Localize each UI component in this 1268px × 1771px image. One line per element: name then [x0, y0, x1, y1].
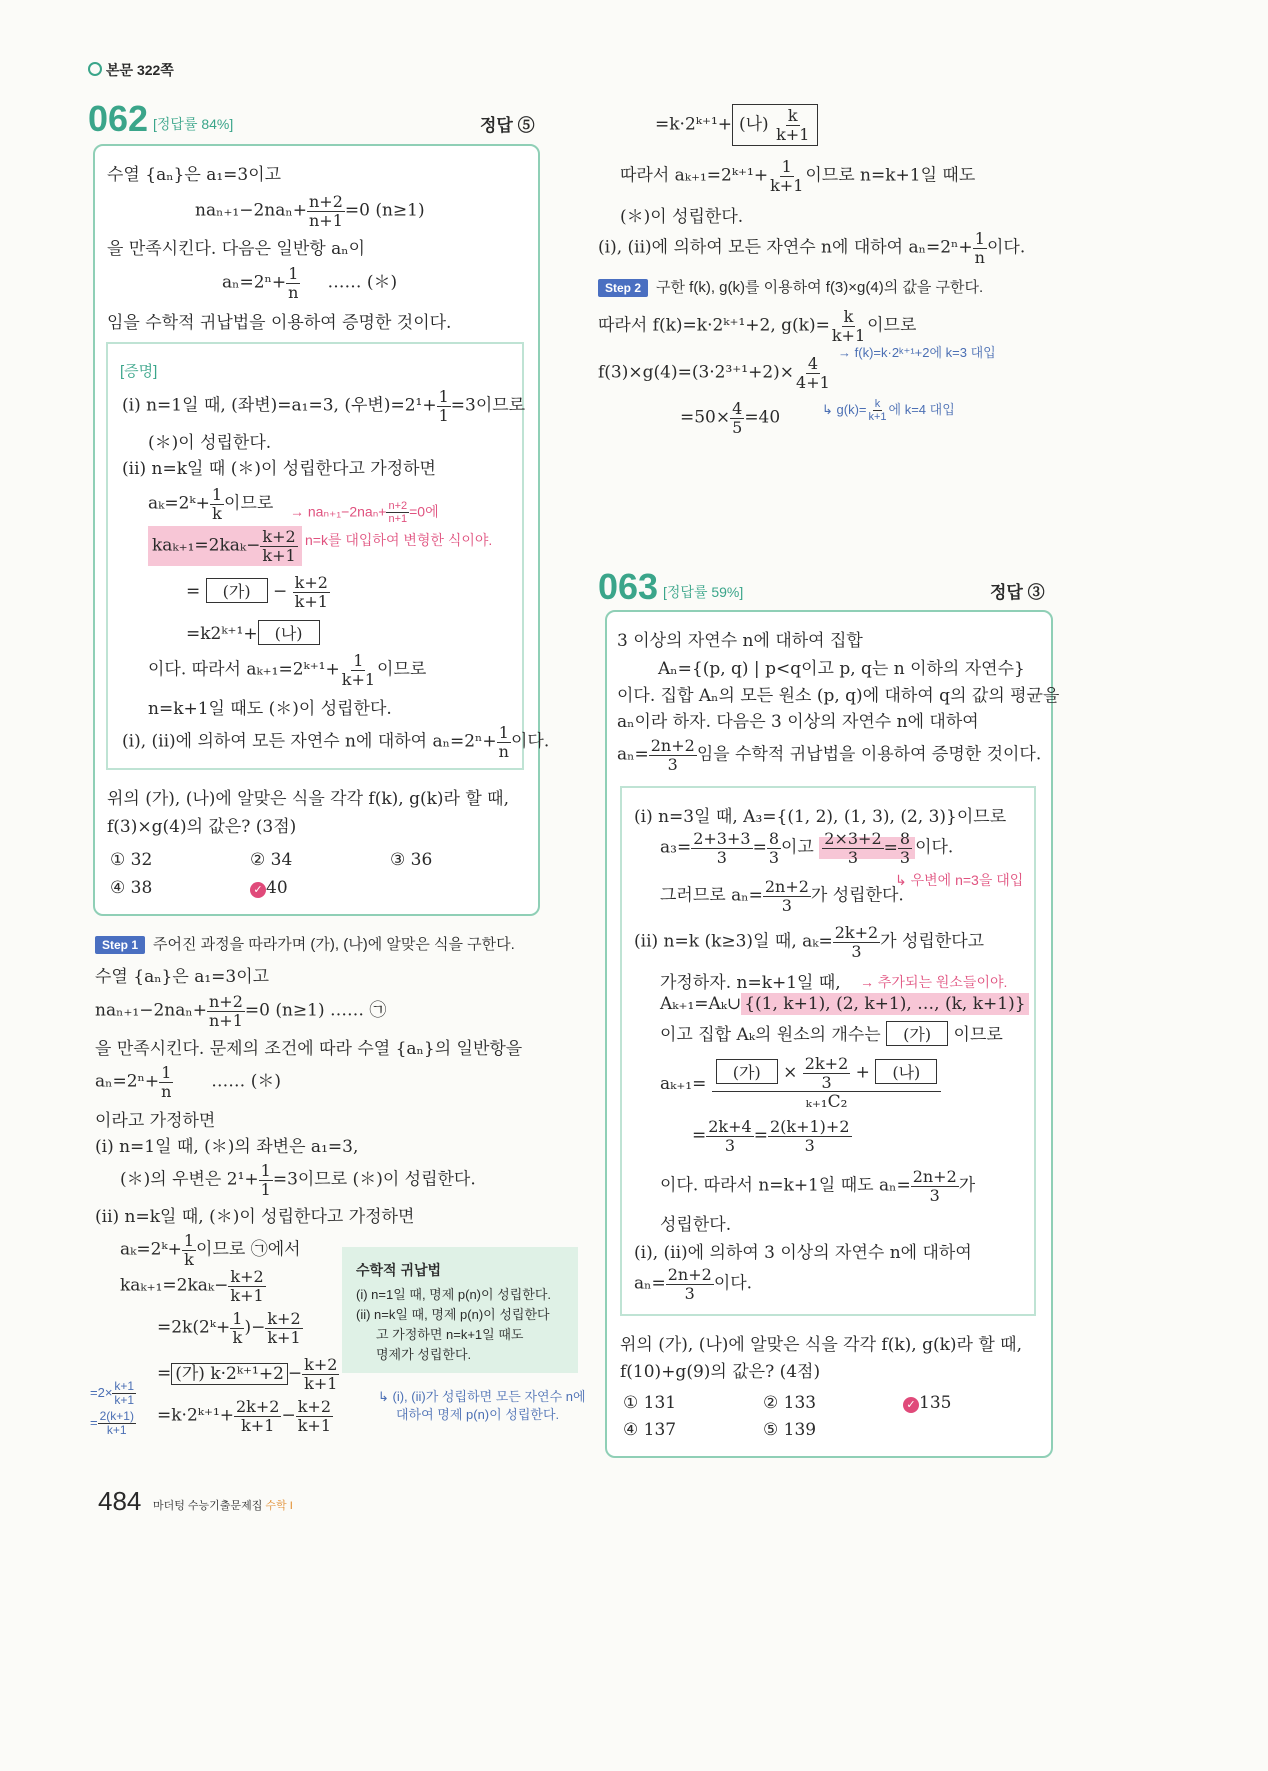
note-recurrence: → naₙ₊₁−2naₙ+ $\frac{n+2}{n+1}$ =0에 [290, 500, 439, 526]
step2-note-2: ↳ g(k)= $\frac{k}{k+1}$ 에 k=4 대입 [822, 398, 955, 424]
step1-line-3: 을 만족시킨다. 문제의 조건에 따라 수열 {aₙ}의 일반항을 [95, 1039, 523, 1059]
tip-line-4: 명제가 성립한다. [376, 1347, 472, 1362]
step1-line-10: kaₖ₊₁=2kaₖ− $\frac{k+2}{k+1}$ [120, 1267, 264, 1305]
choice-063-4[interactable]: ④ 137 [623, 1420, 677, 1440]
case-i-063: (i) n=3일 때, A₃={(1, 2), (1, 3), (2, 3)}이므로 [634, 807, 1007, 827]
recurrence-062: naₙ₊₁−2naₙ+ $\frac{n+2}{n+1}$ =0 (n≥1) [195, 192, 425, 230]
step2-line-3: =50× $\frac{4}{5}$ =40 [680, 399, 781, 437]
question-063-1: 위의 (가), (나)에 알맞은 식을 각각 f(k), g(k)라 할 때, [620, 1335, 1023, 1355]
step1-line-4: aₙ=2ⁿ+ $\frac{1}{n}$ …… (＊) [95, 1063, 281, 1101]
intro-062: 수열 {aₙ}은 a₁=3이고 [107, 165, 282, 185]
side-note-2: = $\frac{2(k+1)}{k+1}$ [90, 1409, 134, 1438]
proof-step-ii: (ii) n=k일 때 (＊)이 성립한다고 가정하면 [122, 459, 436, 479]
case-ii-063: (ii) n=k (k≥3)일 때, aₖ= $\frac{2k+2}{3}$ 가 성립한다고 [634, 923, 985, 961]
choice-1[interactable]: ① 32 [110, 850, 153, 870]
step2-heading: Step 2 구한 f(k), g(k)를 이용하여 f(3)×g(4)의 값을 구한다. [598, 276, 983, 297]
step1-line-8: (ii) n=k일 때, (＊)이 성립한다고 가정하면 [95, 1207, 415, 1227]
ak1-simplified: = $\frac{2k+4}{3}$ = $\frac{2(k+1)+2}{3}$ [692, 1117, 850, 1155]
proof-label: [증명] [120, 363, 158, 380]
step1-line-9: aₖ=2ᵏ+ $\frac{1}{k}$ 이므로 ㉠에서 [120, 1231, 301, 1269]
book-title: 마더텅 수능기출문제집 수학 I [153, 1500, 293, 1512]
satisfy-line: 을 만족시킨다. 다음은 일반항 aₙ이 [107, 239, 365, 259]
tip-line-3: 고 가정하면 n=k+1일 때도 [376, 1327, 524, 1342]
choice-2[interactable]: ② 34 [250, 850, 293, 870]
right-line-2: 따라서 aₖ₊₁=2ᵏ⁺¹+ $\frac{1}{k+1}$ 이므로 n=k+1일 때도 [620, 157, 976, 195]
intro-063-4: aₙ이라 하자. 다음은 3 이상의 자연수 n에 대하여 [617, 712, 979, 732]
check-mark-icon: ✓ [903, 1397, 919, 1413]
tip-line-1: (i) n=1일 때, 명제 p(n)이 성립한다. [356, 1287, 552, 1302]
step1-line-2: naₙ₊₁−2naₙ+ $\frac{n+2}{n+1}$ =0 (n≥1) …… ㉠ [95, 992, 387, 1030]
proof-step-i: (i) n=1일 때, (좌변)=a₁=3, (우변)=2¹+ $\frac{1}{1}$ =3이므로 [122, 387, 526, 425]
page-number: 484 [98, 1486, 142, 1516]
assume-line: 가정하자. n=k+1일 때, [660, 973, 841, 993]
correct-rate-063: [정답률 59%] [663, 584, 744, 600]
step1-line-6: (i) n=1일 때, (＊)의 좌변은 a₁=3, [95, 1137, 359, 1157]
right-line-1: =k·2ᵏ⁺¹+ (나) $\frac{k}{k+1}$ [655, 104, 818, 146]
ak-line: aₖ=2ᵏ+ $\frac{1}{k}$ 이므로 [148, 485, 274, 523]
question-063-2: f(10)+g(9)의 값은? (4점) [620, 1362, 821, 1382]
blank-ga-063: (가) [886, 1021, 948, 1046]
prove-line: 임을 수학적 귀납법을 이용하여 증명한 것이다. [107, 313, 452, 333]
line-na: =k2ᵏ⁺¹+ (나) [186, 620, 320, 645]
union-line: Aₖ₊₁=Aₖ∪ {(1, k+1), (2, k+1), …, (k, k+1)} [660, 994, 1029, 1014]
tip-line-2: (ii) n=k일 때, 명제 p(n)이 성립한다 [356, 1307, 550, 1322]
highlighted-equation: kaₖ₊₁=2kaₖ− $\frac{k+2}{k+1}$ [148, 526, 302, 566]
correct-rate-062: [정답률 84%] [153, 116, 234, 132]
step1-line-7: (＊)의 우변은 2¹+ $\frac{1}{1}$ =3이므로 (＊)이 성립한다. [120, 1161, 476, 1199]
step1-line-12: = (가) k·2ᵏ⁺¹+2 − $\frac{k+2}{k+1}$ [157, 1355, 338, 1393]
answer-063: 정답 ③ [990, 583, 1045, 602]
line-ga: = (가) − $\frac{k+2}{k+1}$ [186, 573, 328, 611]
side-note-1: =2× $\frac{k+1}{k+1}$ [90, 1379, 135, 1408]
problem-number-063: 063 [598, 566, 659, 607]
circle-icon [88, 62, 102, 76]
therefore-063: 이다. 따라서 n=k+1일 때도 aₙ= $\frac{2n+2}{3}$ 가 [660, 1167, 976, 1205]
step2-line-2: f(3)×g(4)=(3·2³⁺¹+2)× $\frac{4}{4+1}$ [598, 354, 830, 392]
blank-ga-answer: (가) k·2ᵏ⁺¹+2 [171, 1363, 288, 1385]
intro-063-1: 3 이상의 자연수 n에 대하여 집합 [617, 631, 863, 651]
holds-063: 성립한다. [660, 1215, 732, 1235]
therefore-line: 이다. 따라서 aₖ₊₁=2ᵏ⁺¹+ $\frac{1}{k+1}$ 이므로 [148, 651, 427, 689]
count-line: 이고 집합 Aₖ의 원소의 개수는 (가) 이므로 [660, 1020, 1003, 1046]
check-mark-icon: ✓ [250, 882, 266, 898]
choice-063-3[interactable]: ✓ 135 [903, 1393, 951, 1413]
a3-line: a₃= $\frac{2+3+3}{3}$ = $\frac{8}{3}$ 이고 $\frac{2\times 3+2}{3}$ = $\frac{8}{3}$ 이다. [660, 829, 954, 867]
step2-tag: Step 2 [598, 279, 648, 297]
blank-ga: (가) [206, 578, 268, 603]
step1-heading: Step 1 주어진 과정을 따라가며 (가), (나)에 알맞은 식을 구한다. [95, 933, 515, 954]
n-k1-line: n=k+1일 때도 (＊)이 성립한다. [148, 699, 392, 719]
conclusion-063-1: (i), (ii)에 의하여 3 이상의 자연수 n에 대하여 [634, 1243, 972, 1263]
tip-line-6: 대하여 명제 p(n)이 성립한다. [396, 1407, 560, 1422]
question-line-2: f(3)×g(4)의 값은? (3점) [107, 817, 297, 837]
general-term: aₙ=2ⁿ+ $\frac{1}{n}$ …… (＊) [222, 264, 398, 302]
choice-4[interactable]: ④ 38 [110, 878, 153, 898]
blank-na-answer: (나) [739, 114, 769, 135]
note-added-elements: → 추가되는 원소들이야. [860, 974, 1008, 990]
step1-line-13: =k·2ᵏ⁺¹+ $\frac{2k+2}{k+1}$ − $\frac{k+2}{k+1}$ [157, 1397, 331, 1435]
conclusion-063-2: aₙ= $\frac{2n+2}{3}$ 이다. [634, 1265, 753, 1303]
right-line-3: (＊)이 성립한다. [620, 207, 744, 227]
intro-063-2: Aₙ={(p, q) | p<q이고 p, q는 n 이하의 자연수} [658, 659, 1025, 679]
intro-063-5: aₙ= $\frac{2n+2}{3}$ 임을 수학적 귀납법을 이용하여 증명한 것이다. [617, 736, 1042, 774]
page-ref: 본문 322쪽 [88, 60, 174, 80]
answer-062: 정답 ⑤ [480, 116, 535, 135]
step1-line-11: =2k(2ᵏ+ $\frac{1}{k}$ )− $\frac{k+2}{k+1}$ [157, 1309, 301, 1347]
blank-na: (나) [258, 620, 320, 645]
tip-line-5: ↳ (i), (ii)가 성립하면 모든 자연수 n에 [378, 1389, 586, 1404]
choice-5[interactable]: ✓ 40 [250, 878, 288, 898]
choice-063-2[interactable]: ② 133 [763, 1393, 817, 1413]
step2-note-1: → f(k)=k·2ᵏ⁺¹+2에 k=3 대입 [838, 345, 996, 360]
right-line-4: (i), (ii)에 의하여 모든 자연수 n에 대하여 aₙ=2ⁿ+ $\frac{1}{n}$ 이다. [598, 229, 1026, 267]
choice-063-1[interactable]: ① 131 [623, 1393, 677, 1413]
so-line: 그러므로 aₙ= $\frac{2n+2}{3}$ 가 성립한다. [660, 877, 904, 915]
step2-line-1: 따라서 f(k)=k·2ᵏ⁺¹+2, g(k)= $\frac{k}{k+1}$ 이므로 [598, 307, 917, 345]
problem-number-062: 062 [88, 98, 149, 139]
ak1-formula: aₖ₊₁= (가) × $\frac{2k+2}{3}$ + (나) ₖ₊₁C₂ [660, 1055, 941, 1112]
tip-title: 수학적 귀납법 [356, 1262, 442, 1278]
step1-tag: Step 1 [95, 936, 145, 954]
note-n3: ↳ 우변에 n=3을 대입 [895, 872, 1024, 888]
conclusion-line: (i), (ii)에 의하여 모든 자연수 n에 대하여 aₙ=2ⁿ+ $\frac{1}{n}$ 이다. [122, 723, 550, 761]
proof-step-i-result: (＊)이 성립한다. [148, 433, 272, 453]
step1-line-1: 수열 {aₙ}은 a₁=3이고 [95, 967, 270, 987]
step1-line-5: 이라고 가정하면 [95, 1111, 216, 1131]
choice-3[interactable]: ③ 36 [390, 850, 433, 870]
intro-063-3: 이다. 집합 Aₙ의 모든 원소 (p, q)에 대하여 q의 값의 평균을 [617, 686, 1060, 706]
choice-063-5[interactable]: ⑤ 139 [763, 1420, 817, 1440]
note-substitute: n=k를 대입하여 변형한 식이야. [305, 532, 493, 548]
question-line-1: 위의 (가), (나)에 알맞은 식을 각각 f(k), g(k)라 할 때, [107, 789, 510, 809]
